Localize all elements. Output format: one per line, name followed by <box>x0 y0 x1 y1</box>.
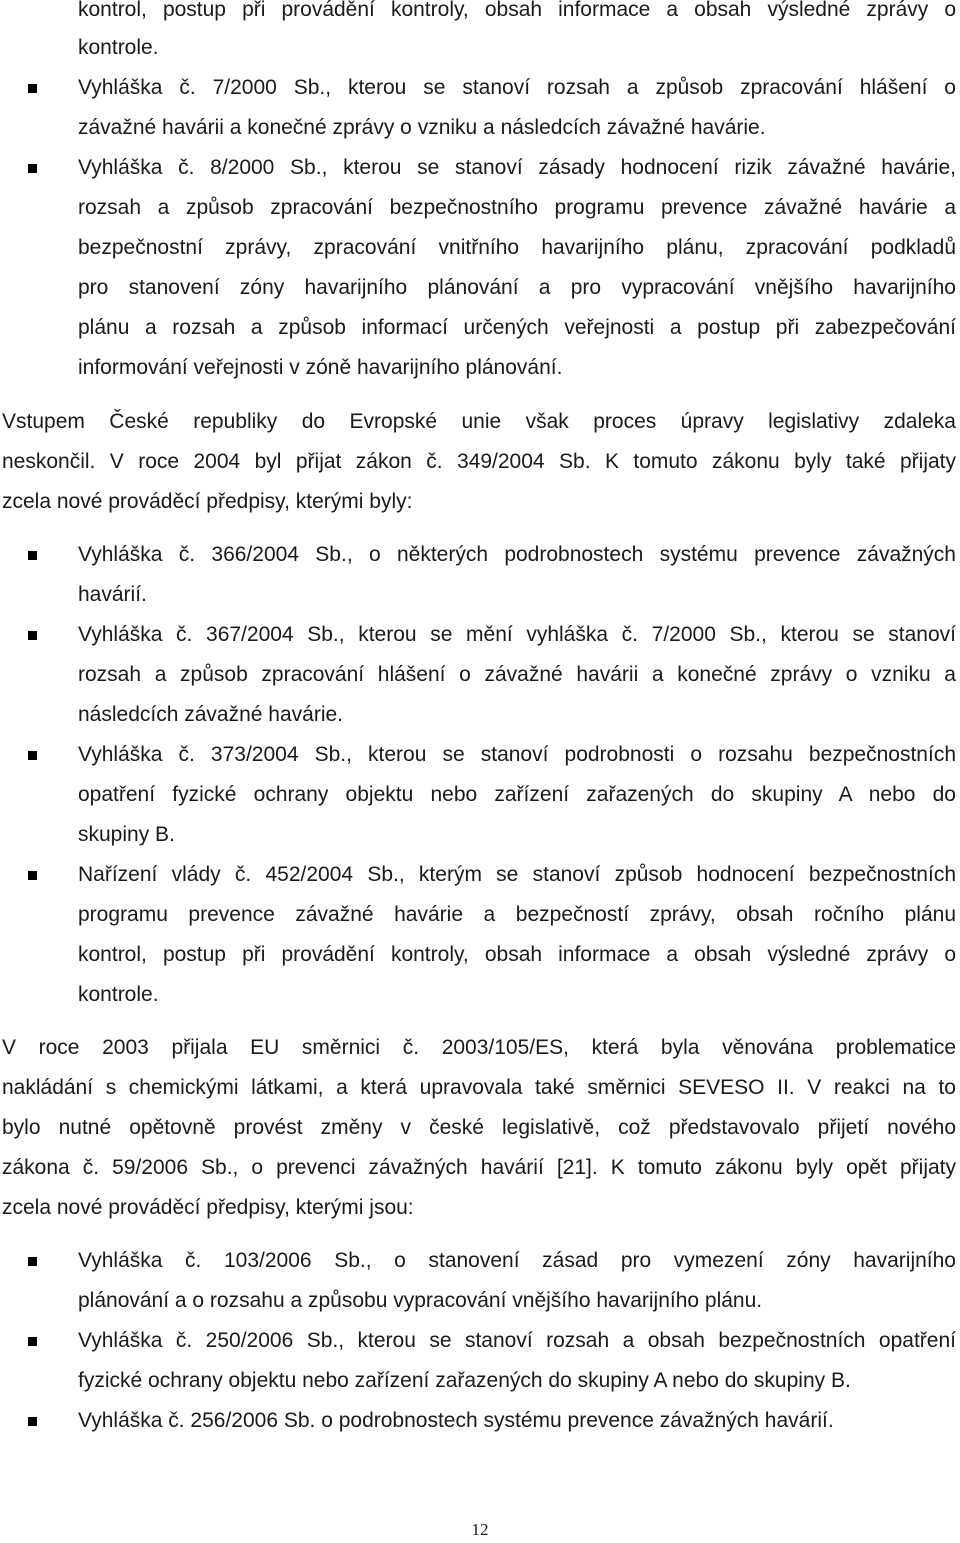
bullet-icon <box>28 1337 37 1346</box>
text-line: kontrol, postup při provádění kontroly, obsah informace a obsah výsledné zprávy o <box>78 943 956 966</box>
bullet-icon <box>28 1417 37 1426</box>
bullet-icon <box>28 631 37 640</box>
text-line: Vyhláška č. 250/2006 Sb., kterou se stanoví rozsah a obsah bezpečnostních opatření <box>78 1329 956 1352</box>
text-line: Vyhláška č. 256/2006 Sb. o podrobnostech systému prevence závažných havárií. <box>78 1409 834 1432</box>
bullet-icon <box>28 164 37 173</box>
text-line: zcela nové prováděcí předpisy, kterými byly: <box>2 490 413 513</box>
text-line: plánu a rozsah a způsob informací určených veřejnosti a postup při zabezpečování <box>78 316 956 339</box>
text-line: fyzické ochrany objektu nebo zařízení zařazených do skupiny A nebo do skupiny B. <box>78 1369 851 1392</box>
text-line: Vyhláška č. 367/2004 Sb., kterou se mění vyhláška č. 7/2000 Sb., kterou se stanoví <box>78 623 956 646</box>
text-line: Vstupem České republiky do Evropské unie však proces úpravy legislativy zdaleka <box>2 410 956 433</box>
bullet-icon <box>28 871 37 880</box>
text-line: rozsah a způsob zpracování hlášení o závažné havárii a konečné zprávy o vzniku a <box>78 663 956 686</box>
text-line: plánování a o rozsahu a způsobu vypracování vnějšího havarijního plánu. <box>78 1289 763 1312</box>
bullet-icon <box>28 551 37 560</box>
text-line: skupiny B. <box>78 823 175 846</box>
text-line: Vyhláška č. 7/2000 Sb., kterou se stanoví rozsah a způsob zpracování hlášení o <box>78 76 956 99</box>
text-line: zákona č. 59/2006 Sb., o prevenci závažných havárií [21]. K tomuto zákonu byly opět přijaty <box>2 1156 956 1179</box>
bullet-icon <box>28 84 37 93</box>
text-line: kontrole. <box>78 983 159 1006</box>
text-line: zcela nové prováděcí předpisy, kterými jsou: <box>2 1196 414 1219</box>
text-line: bezpečnostní zprávy, zpracování vnitřního havarijního plánu, zpracování podkladů <box>78 236 956 259</box>
text-line: kontrol, postup při provádění kontroly, obsah informace a obsah výsledné zprávy o <box>78 0 956 21</box>
text-line: Vyhláška č. 366/2004 Sb., o některých podrobnostech systému prevence závažných <box>78 543 956 566</box>
text-line: závažné havárii a konečné zprávy o vzniku a následcích závažné havárie. <box>78 116 766 139</box>
text-line: informování veřejnosti v zóně havarijního plánování. <box>78 356 563 379</box>
text-line: následcích závažné havárie. <box>78 703 343 726</box>
bullet-icon <box>28 751 37 760</box>
text-line: Nařízení vlády č. 452/2004 Sb., kterým se stanoví způsob hodnocení bezpečnostních <box>78 863 956 886</box>
text-line: havárií. <box>78 583 147 606</box>
text-line: rozsah a způsob zpracování bezpečnostního programu prevence závažné havárie a <box>78 196 956 219</box>
text-line: neskončil. V roce 2004 byl přijat zákon č. 349/2004 Sb. K tomuto zákonu byly také přijaty <box>2 450 956 473</box>
text-line: Vyhláška č. 373/2004 Sb., kterou se stanoví podrobnosti o rozsahu bezpečnostních <box>78 743 956 766</box>
text-line: programu prevence závažné havárie a bezpečností zprávy, obsah ročního plánu <box>78 903 956 926</box>
text-line: opatření fyzické ochrany objektu nebo zařízení zařazených do skupiny A nebo do <box>78 783 956 806</box>
text-line: bylo nutné opětovně provést změny v české legislativě, což představovalo přijetí nového <box>2 1116 956 1139</box>
page-number: 12 <box>471 1520 489 1539</box>
bullet-icon <box>28 1257 37 1266</box>
text-line: Vyhláška č. 103/2006 Sb., o stanovení zásad pro vymezení zóny havarijního <box>78 1249 956 1272</box>
text-line: V roce 2003 přijala EU směrnici č. 2003/105/ES, která byla věnována problematice <box>2 1036 956 1059</box>
text-line: Vyhláška č. 8/2000 Sb., kterou se stanoví zásady hodnocení rizik závažné havárie, <box>78 156 956 179</box>
text-line: pro stanovení zóny havarijního plánování a pro vypracování vnějšího havarijního <box>78 276 956 299</box>
text-line: kontrole. <box>78 36 159 59</box>
text-line: nakládání s chemickými látkami, a která upravovala také směrnici SEVESO II. V reakci na to <box>2 1076 956 1099</box>
